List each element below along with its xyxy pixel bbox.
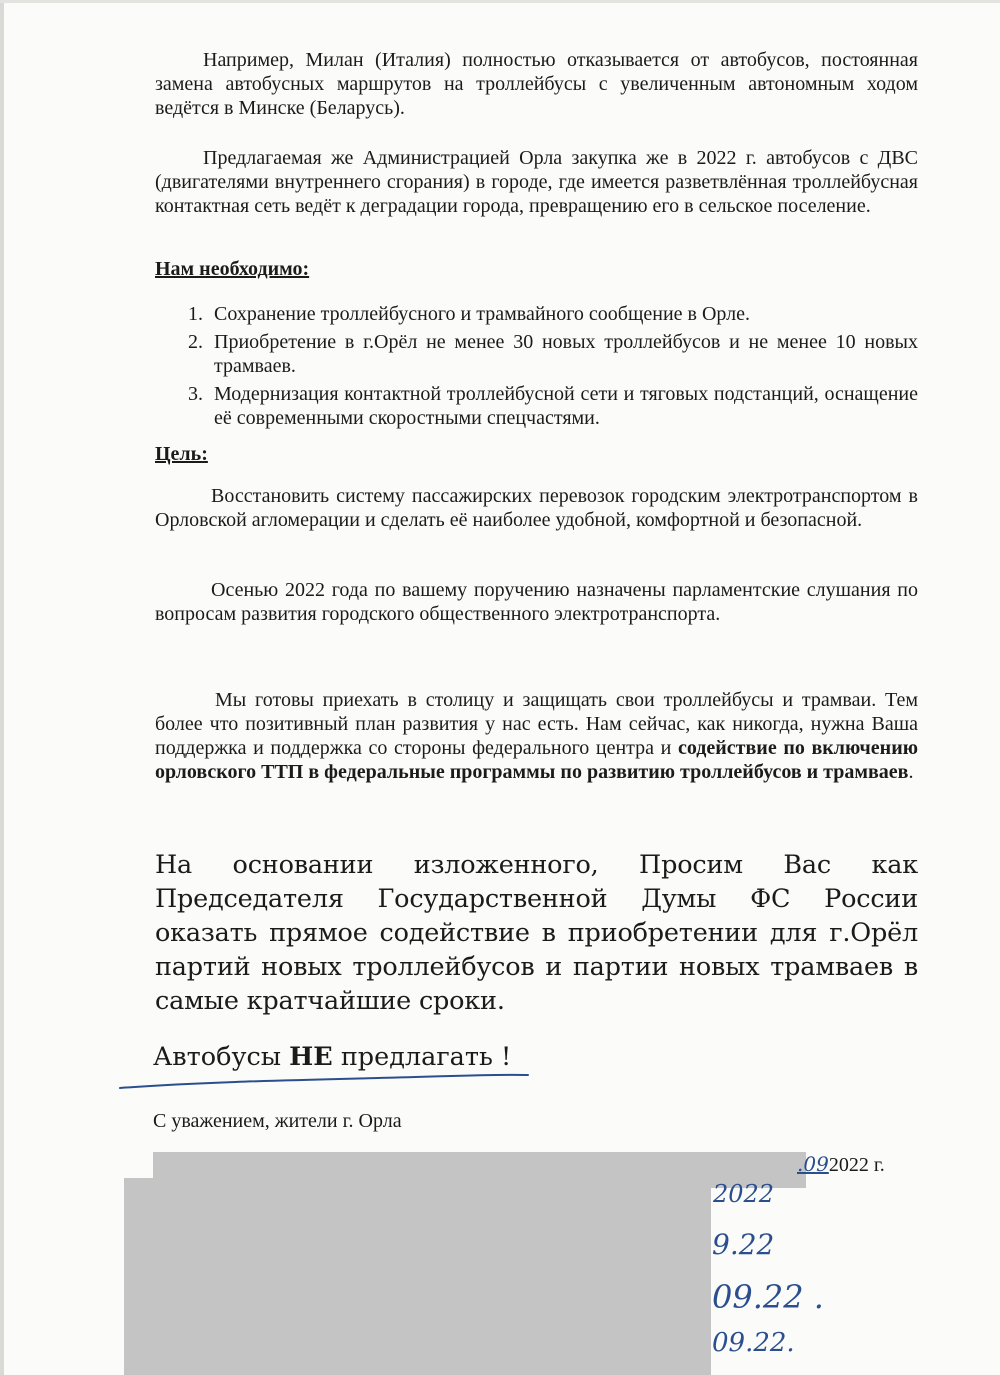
needs-list: [155, 302, 918, 430]
request-paragraph: На основании изложенного, Просим Вас как Председателя Государственной Думы ФС России оказать прямое содействие в приобретении для г.Орёл партий новых троллейбусов и партии новых трамваев в самые кратчайшие сроки.: [155, 850, 918, 1016]
goal-heading: Цель:: [155, 443, 208, 465]
no-buses-after: предлагать !: [340, 1042, 512, 1072]
closing-text: С уважением, жители г. Орла: [153, 1110, 402, 1132]
list-item: [155, 382, 918, 430]
handwritten-date: 09.22 .: [712, 1278, 824, 1316]
list-item: [155, 302, 918, 326]
needs-heading: Нам необходимо:: [155, 258, 310, 280]
paragraph-milan: Например, Милан (Италия) полностью отказывается от автобусов, постоянная замена автобусных маршрутов на троллейбусы с увеличенным автономным ходом ведётся в Минске (Беларусь).: [155, 49, 918, 119]
list-item-text: Приобретение в г.Орёл не менее 30 новых троллейбусов и не менее 10 новых трамваев.: [214, 331, 918, 377]
list-item: [155, 330, 918, 378]
goal-text: Восстановить систему пассажирских перевозок городским электротранспортом в Орловской агломерации и сделать её наиболее удобной, комфортной и безопасной.: [155, 485, 918, 531]
underline-stroke: [118, 1066, 538, 1096]
list-item-text: Сохранение троллейбусного и трамвайного сообщение в Орле.: [214, 303, 751, 325]
letter-date: [797, 1152, 885, 1177]
list-number: 1.: [188, 303, 203, 325]
handwritten-date: 2022: [713, 1180, 775, 1208]
handwritten-month: .09: [797, 1152, 829, 1176]
handwritten-date: 9.22: [712, 1228, 775, 1261]
paragraph-proposal: Предлагаемая же Администрацией Орла закупка же в 2022 г. автобусов с ДВС (двигателями внутреннего сгорания) в городе, где имеется разветвлённая троллейбусная контактная сеть ведёт к деградации города, превращению его в сельское поселение.: [155, 147, 918, 217]
list-number: 2.: [188, 331, 203, 353]
list-number: 3.: [188, 383, 203, 405]
ready-end: .: [908, 761, 914, 783]
paragraph-ready: [155, 688, 918, 784]
no-buses-emphasis: НЕ: [289, 1042, 333, 1072]
ready-plain-text: Мы готовы приехать в столицу и защищать свои троллейбусы и трамваи. Тем более что позитивный план развития у нас есть. Нам сейчас, как никогда, нужна Ваша поддержка и поддержка со стороны федерального центра и: [155, 689, 918, 759]
scan-edge: [0, 0, 1000, 3]
list-item-text: Модернизация контактной троллейбусной сети и тяговых подстанций, оснащение её современными скоростными спецчастями.: [214, 383, 918, 429]
no-buses-before: Автобусы: [153, 1042, 282, 1072]
scan-edge: [0, 0, 4, 1375]
ready-bold-text: содействие по включению орловского ТТП в федеральные программы по развитию троллейбусов и трамваев: [155, 737, 919, 783]
redaction-block: [124, 1178, 711, 1375]
paragraph-hearings: Осенью 2022 года по вашему поручению назначены парламентские слушания по вопросам развития городского общественного электротранспорта.: [155, 579, 918, 625]
printed-year: 2022 г.: [828, 1154, 885, 1176]
handwritten-date: 09.22.: [712, 1328, 795, 1358]
